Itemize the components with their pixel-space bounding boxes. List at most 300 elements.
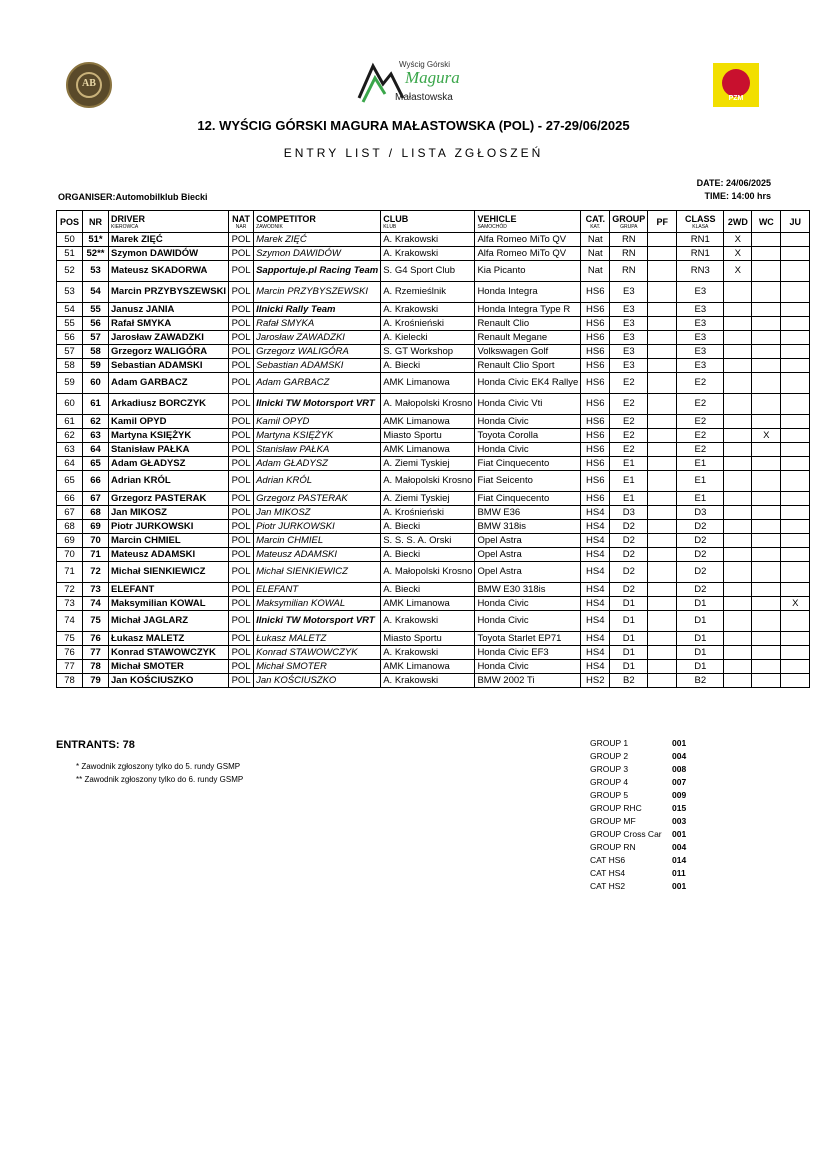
cell-nat: POL (229, 303, 254, 317)
cell-wc (752, 471, 781, 492)
cell-cat: HS4 (581, 506, 610, 520)
table-row (57, 317, 810, 331)
cell-cat: HS4 (581, 660, 610, 674)
cell-nr: 67 (83, 492, 109, 506)
pzm-logo (713, 63, 759, 107)
cell-driver: Marcin CHMIEL (109, 534, 229, 548)
table-row (57, 331, 810, 345)
cell-pos: 63 (57, 443, 83, 457)
summary-row (590, 828, 686, 841)
cell-twowd (724, 282, 752, 303)
cell-competitor: Sapportuje.pl Racing Team (254, 261, 381, 282)
cell-wc (752, 317, 781, 331)
cell-competitor: Rafał SMYKA (254, 317, 381, 331)
cell-wc (752, 282, 781, 303)
cell-driver: Kamil OPYD (109, 415, 229, 429)
cell-pf (648, 471, 677, 492)
cell-cls: E1 (677, 492, 724, 506)
cell-wc (752, 394, 781, 415)
cell-competitor: Martyna KSIĘŻYK (254, 429, 381, 443)
cell-driver: Adrian KRÓL (109, 471, 229, 492)
cell-nr: 66 (83, 471, 109, 492)
cell-pf (648, 492, 677, 506)
cell-pos: 72 (57, 583, 83, 597)
cell-twowd (724, 345, 752, 359)
cell-group: D2 (610, 562, 648, 583)
cell-ju (781, 611, 810, 632)
date-text: DATE: 24/06/2025 (696, 178, 771, 188)
cell-group: E3 (610, 331, 648, 345)
summary-value: 008 (672, 764, 687, 774)
cell-group: E2 (610, 443, 648, 457)
cell-twowd (724, 506, 752, 520)
cell-cat: HS2 (581, 674, 610, 688)
cell-cls: D2 (677, 548, 724, 562)
cell-nr: 72 (83, 562, 109, 583)
cell-driver: Jan KOŚCIUSZKO (109, 674, 229, 688)
cell-twowd (724, 373, 752, 394)
table-row (57, 373, 810, 394)
cell-competitor: Maksymilian KOWAL (254, 597, 381, 611)
cell-club: A. Ziemi Tyskiej (381, 457, 475, 471)
table-row (57, 443, 810, 457)
cell-group: D3 (610, 506, 648, 520)
logo-line-1: Wyścig Górski (399, 60, 451, 69)
cell-vehicle: Opel Astra (475, 562, 581, 583)
cell-cat: HS4 (581, 583, 610, 597)
cell-nr: 53 (83, 261, 109, 282)
cell-pos: 62 (57, 429, 83, 443)
cell-ju (781, 506, 810, 520)
cell-group: D1 (610, 611, 648, 632)
cell-pf (648, 506, 677, 520)
cell-driver: Stanisław PAŁKA (109, 443, 229, 457)
summary-value: 014 (672, 855, 687, 865)
cell-nat: POL (229, 562, 254, 583)
cell-nat: POL (229, 247, 254, 261)
cell-pos: 74 (57, 611, 83, 632)
cell-driver: Mateusz SKADORWA (109, 261, 229, 282)
cell-group: E1 (610, 457, 648, 471)
cell-club: Miasto Sportu (381, 632, 475, 646)
cell-club: S. GT Workshop (381, 345, 475, 359)
cell-cls: E3 (677, 359, 724, 373)
cell-cls: D2 (677, 534, 724, 548)
footnote: * Zawodnik zgłoszony tylko do 5. rundy GSMP (76, 762, 241, 771)
table-row (57, 359, 810, 373)
cell-group: E2 (610, 415, 648, 429)
cell-cat: HS6 (581, 429, 610, 443)
table-row (57, 646, 810, 660)
cell-cls: E3 (677, 345, 724, 359)
summary-row (590, 776, 686, 789)
cell-wc (752, 597, 781, 611)
cell-twowd (724, 583, 752, 597)
summary-value: 007 (672, 777, 687, 787)
cell-cls: E3 (677, 303, 724, 317)
cell-twowd (724, 471, 752, 492)
cell-pf (648, 660, 677, 674)
cell-wc (752, 233, 781, 247)
cell-vehicle: Fiat Seicento (475, 471, 581, 492)
cell-competitor: Jan MIKOSZ (254, 506, 381, 520)
cell-ju (781, 471, 810, 492)
cell-group: E1 (610, 471, 648, 492)
cell-nr: 78 (83, 660, 109, 674)
cell-vehicle: BMW 2002 Ti (475, 674, 581, 688)
cell-ju (781, 562, 810, 583)
cell-nr: 73 (83, 583, 109, 597)
cell-club: A. Biecki (381, 359, 475, 373)
cell-twowd (724, 415, 752, 429)
cell-wc (752, 261, 781, 282)
table-row (57, 562, 810, 583)
cell-competitor: Łukasz MALETZ (254, 632, 381, 646)
cell-pf (648, 317, 677, 331)
table-row (57, 415, 810, 429)
cell-club: A. Krakowski (381, 674, 475, 688)
summary-row (590, 737, 686, 750)
cell-cat: HS4 (581, 646, 610, 660)
cell-nr: 52** (83, 247, 109, 261)
cell-vehicle: Honda Civic EK4 Rallye (475, 373, 581, 394)
cell-vehicle: Honda Civic (475, 597, 581, 611)
cell-club: A. Krośnieński (381, 506, 475, 520)
cell-pf (648, 429, 677, 443)
cell-pos: 55 (57, 317, 83, 331)
cell-competitor: Grzegorz PASTERAK (254, 492, 381, 506)
page-title: 12. WYŚCIG GÓRSKI MAGURA MAŁASTOWSKA (POL) - 27-29/06/2025 (197, 118, 630, 133)
time-text: TIME: 14:00 hrs (704, 191, 771, 201)
cell-wc (752, 660, 781, 674)
summary-label: CAT HS2 (590, 881, 626, 891)
cell-nr: 61 (83, 394, 109, 415)
cell-nr: 77 (83, 646, 109, 660)
cell-vehicle: Kia Picanto (475, 261, 581, 282)
cell-pos: 50 (57, 233, 83, 247)
cell-cls: D1 (677, 632, 724, 646)
cell-ju (781, 534, 810, 548)
summary-row (590, 841, 686, 854)
cell-cls: D2 (677, 520, 724, 534)
summary-row (590, 750, 686, 763)
cell-twowd (724, 611, 752, 632)
table-row (57, 247, 810, 261)
cell-pf (648, 359, 677, 373)
cell-pf (648, 611, 677, 632)
cell-competitor: Adam GARBACZ (254, 373, 381, 394)
cell-ju (781, 583, 810, 597)
cell-cat: HS6 (581, 317, 610, 331)
cell-club: A. Krakowski (381, 247, 475, 261)
cell-pos: 68 (57, 520, 83, 534)
cell-wc (752, 674, 781, 688)
cell-twowd (724, 646, 752, 660)
cell-cat: HS4 (581, 548, 610, 562)
cell-cls: E2 (677, 429, 724, 443)
cell-wc (752, 443, 781, 457)
header-group: GROUP GRUPA (610, 211, 648, 233)
cell-group: E3 (610, 317, 648, 331)
header-pf: PF (648, 211, 677, 233)
table-header-row (57, 211, 810, 233)
summary-row (590, 867, 686, 880)
cell-competitor: Marcin PRZYBYSZEWSKI (254, 282, 381, 303)
cell-pf (648, 583, 677, 597)
cell-vehicle: Toyota Corolla (475, 429, 581, 443)
cell-nr: 62 (83, 415, 109, 429)
cell-pf (648, 457, 677, 471)
summary-label: GROUP RHC (590, 803, 642, 813)
cell-nr: 76 (83, 632, 109, 646)
header-2wd: 2WD (724, 211, 752, 233)
cell-driver: Jarosław ZAWADZKI (109, 331, 229, 345)
cell-competitor: Ilnicki Rally Team (254, 303, 381, 317)
cell-competitor: Marek ZIĘĆ (254, 233, 381, 247)
cell-pos: 52 (57, 261, 83, 282)
table-row (57, 597, 810, 611)
table-row (57, 282, 810, 303)
cell-nat: POL (229, 345, 254, 359)
page-subtitle: ENTRY LIST / LISTA ZGŁOSZEŃ (283, 146, 544, 160)
cell-competitor: Mateusz ADAMSKI (254, 548, 381, 562)
cell-ju: X (781, 597, 810, 611)
cell-ju (781, 429, 810, 443)
cell-group: RN (610, 233, 648, 247)
cell-twowd (724, 562, 752, 583)
cell-twowd (724, 359, 752, 373)
cell-twowd (724, 303, 752, 317)
cell-ju (781, 674, 810, 688)
cell-pos: 65 (57, 471, 83, 492)
cell-nat: POL (229, 471, 254, 492)
cell-wc (752, 373, 781, 394)
header-driver: DRIVER KIEROWCA (109, 211, 229, 233)
summary-value: 001 (672, 829, 687, 839)
cell-ju (781, 247, 810, 261)
cell-driver: Michał JAGLARZ (109, 611, 229, 632)
cell-club: AMK Limanowa (381, 443, 475, 457)
cell-ju (781, 359, 810, 373)
cell-club: A. Rzemieślnik (381, 282, 475, 303)
cell-pf (648, 331, 677, 345)
cell-pos: 66 (57, 492, 83, 506)
cell-vehicle: Alfa Romeo MiTo QV (475, 233, 581, 247)
cell-club: AMK Limanowa (381, 415, 475, 429)
cell-nr: 51* (83, 233, 109, 247)
cell-driver: Sebastian ADAMSKI (109, 359, 229, 373)
cell-nr: 75 (83, 611, 109, 632)
summary-label: CAT HS6 (590, 855, 626, 865)
cell-pos: 77 (57, 660, 83, 674)
cell-pf (648, 674, 677, 688)
summary-label: GROUP 2 (590, 751, 629, 761)
cell-vehicle: BMW E36 (475, 506, 581, 520)
cell-nr: 65 (83, 457, 109, 471)
cell-driver: ELEFANT (109, 583, 229, 597)
cell-cat: HS4 (581, 597, 610, 611)
cell-pos: 57 (57, 345, 83, 359)
table-row (57, 457, 810, 471)
cell-driver: Maksymilian KOWAL (109, 597, 229, 611)
cell-nat: POL (229, 359, 254, 373)
cell-wc (752, 359, 781, 373)
header-competitor: COMPETITOR ZAWODNIK (254, 211, 381, 233)
header-vehicle: VEHICLE SAMOCHÓD (475, 211, 581, 233)
cell-nat: POL (229, 261, 254, 282)
cell-cat: Nat (581, 247, 610, 261)
cell-twowd (724, 520, 752, 534)
cell-nr: 58 (83, 345, 109, 359)
cell-club: A. Ziemi Tyskiej (381, 492, 475, 506)
summary-row (590, 763, 686, 776)
footnote: ** Zawodnik zgłoszony tylko do 6. rundy GSMP (76, 775, 244, 784)
cell-cls: E3 (677, 317, 724, 331)
cell-pos: 71 (57, 562, 83, 583)
cell-cat: HS4 (581, 611, 610, 632)
cell-group: E3 (610, 345, 648, 359)
header-wc: WC (752, 211, 781, 233)
cell-group: B2 (610, 674, 648, 688)
cell-twowd (724, 548, 752, 562)
summary-value: 004 (672, 842, 687, 852)
cell-cat: HS6 (581, 415, 610, 429)
cell-ju (781, 548, 810, 562)
summary-label: GROUP MF (590, 816, 636, 826)
cell-driver: Arkadiusz BORCZYK (109, 394, 229, 415)
cell-driver: Michał SMOTER (109, 660, 229, 674)
cell-ju (781, 415, 810, 429)
cell-pf (648, 562, 677, 583)
cell-vehicle: Honda Civic (475, 415, 581, 429)
cell-nr: 63 (83, 429, 109, 443)
cell-driver: Marcin PRZYBYSZEWSKI (109, 282, 229, 303)
cell-cat: Nat (581, 261, 610, 282)
cell-cls: E2 (677, 373, 724, 394)
cell-nat: POL (229, 534, 254, 548)
cell-vehicle: Honda Integra Type R (475, 303, 581, 317)
cell-pos: 56 (57, 331, 83, 345)
cell-group: E2 (610, 373, 648, 394)
cell-vehicle: Renault Megane (475, 331, 581, 345)
cell-competitor: Grzegorz WALIGÓRA (254, 345, 381, 359)
entrants-count: ENTRANTS: 78 (56, 739, 135, 751)
summary-value: 015 (672, 803, 687, 813)
cell-cls: D3 (677, 506, 724, 520)
table-row (57, 261, 810, 282)
summary-value: 009 (672, 790, 687, 800)
cell-twowd (724, 443, 752, 457)
cell-wc (752, 492, 781, 506)
cell-wc (752, 611, 781, 632)
cell-pos: 53 (57, 282, 83, 303)
cell-vehicle: Honda Civic EF3 (475, 646, 581, 660)
cell-competitor: Sebastian ADAMSKI (254, 359, 381, 373)
cell-nr: 55 (83, 303, 109, 317)
cell-cat: HS6 (581, 331, 610, 345)
category-summary (590, 737, 686, 893)
summary-label: GROUP 5 (590, 790, 629, 800)
cell-nat: POL (229, 331, 254, 345)
cell-cls: E2 (677, 415, 724, 429)
cell-ju (781, 492, 810, 506)
cell-group: RN (610, 261, 648, 282)
cell-group: D1 (610, 660, 648, 674)
summary-label: GROUP RN (590, 842, 636, 852)
cell-cls: E1 (677, 457, 724, 471)
table-row (57, 492, 810, 506)
summary-value: 001 (672, 738, 687, 748)
cell-competitor: Jan KOŚCIUSZKO (254, 674, 381, 688)
cell-cls: RN1 (677, 247, 724, 261)
cell-club: A. Krakowski (381, 646, 475, 660)
cell-pos: 61 (57, 415, 83, 429)
cell-competitor: Adrian KRÓL (254, 471, 381, 492)
automobilklub-logo-text: AB (82, 78, 96, 89)
summary-value: 001 (672, 881, 687, 891)
cell-competitor: Ilnicki TW Motorsport VRT (254, 394, 381, 415)
cell-cls: D2 (677, 583, 724, 597)
cell-group: E3 (610, 303, 648, 317)
cell-pf (648, 394, 677, 415)
cell-ju (781, 303, 810, 317)
cell-nat: POL (229, 583, 254, 597)
cell-pf (648, 345, 677, 359)
cell-pos: 78 (57, 674, 83, 688)
cell-nr: 59 (83, 359, 109, 373)
cell-wc (752, 548, 781, 562)
organiser-text: ORGANISER:Automobilklub Biecki (58, 192, 208, 202)
cell-driver: Janusz JANIA (109, 303, 229, 317)
cell-twowd (724, 660, 752, 674)
cell-nat: POL (229, 660, 254, 674)
cell-pf (648, 282, 677, 303)
cell-vehicle: Fiat Cinquecento (475, 457, 581, 471)
cell-cat: HS6 (581, 492, 610, 506)
cell-club: A. Krakowski (381, 611, 475, 632)
cell-cat: HS6 (581, 303, 610, 317)
cell-nat: POL (229, 632, 254, 646)
cell-wc (752, 583, 781, 597)
cell-driver: Adam GARBACZ (109, 373, 229, 394)
cell-pos: 54 (57, 303, 83, 317)
cell-pos: 59 (57, 373, 83, 394)
header-ju: JU (781, 211, 810, 233)
cell-vehicle: Renault Clio Sport (475, 359, 581, 373)
cell-cls: E2 (677, 394, 724, 415)
cell-cat: HS6 (581, 345, 610, 359)
cell-group: E2 (610, 429, 648, 443)
cell-ju (781, 373, 810, 394)
cell-pf (648, 646, 677, 660)
cell-pf (648, 548, 677, 562)
pzm-logo-text: PZM (728, 95, 744, 102)
cell-wc (752, 247, 781, 261)
cell-nat: POL (229, 429, 254, 443)
header-nat: NAT NAR (229, 211, 254, 233)
cell-ju (781, 261, 810, 282)
cell-twowd (724, 632, 752, 646)
cell-cls: E1 (677, 471, 724, 492)
cell-competitor: Adam GŁADYSZ (254, 457, 381, 471)
cell-twowd (724, 429, 752, 443)
cell-ju (781, 443, 810, 457)
cell-cat: HS4 (581, 520, 610, 534)
cell-pf (648, 247, 677, 261)
cell-nat: POL (229, 317, 254, 331)
cell-vehicle: Renault Clio (475, 317, 581, 331)
cell-competitor: Marcin CHMIEL (254, 534, 381, 548)
